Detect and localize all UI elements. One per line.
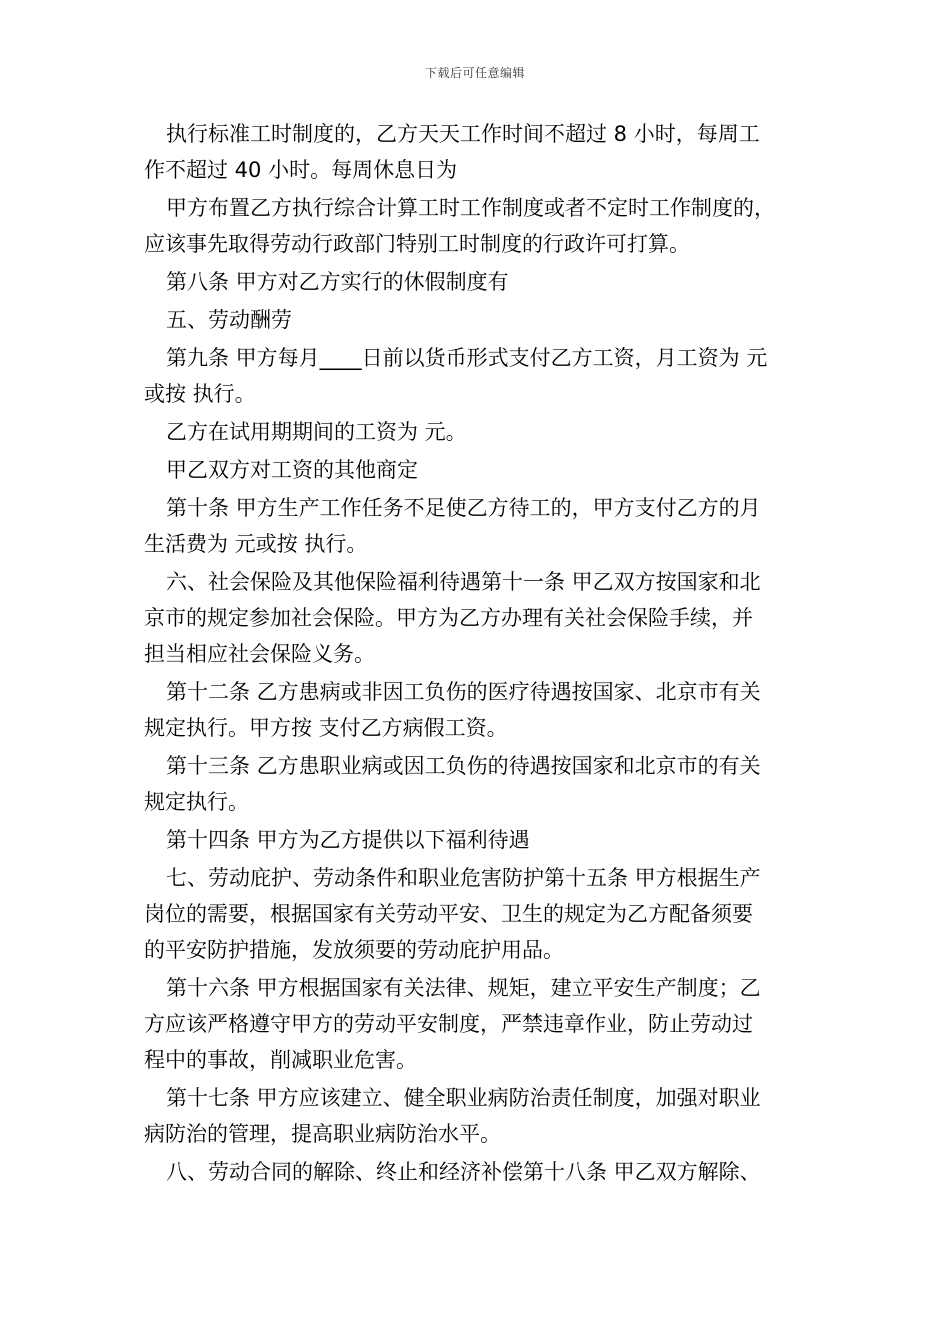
paragraph-line: 第十六条 甲方根据国家有关法律、规矩，建立平安生产制度；乙: [166, 976, 761, 1000]
paragraph: [144, 414, 809, 450]
paragraph-line: 或按 执行。: [144, 382, 256, 406]
paragraph-line: 七、劳动庇护、劳动条件和职业危害防护第十五条 甲方根据生产: [166, 866, 761, 890]
paragraph: [144, 264, 809, 300]
paragraph-line: 规定执行。: [144, 790, 249, 814]
paragraph-line: 第八条 甲方对乙方实行的休假制度有: [166, 270, 509, 294]
paragraph-line: 五、劳动酬劳: [166, 308, 292, 332]
paragraph: [144, 822, 809, 858]
paragraph: [144, 1080, 809, 1152]
paragraph: [144, 190, 809, 262]
paragraph: [144, 1154, 809, 1190]
paragraph-line: 甲方布置乙方执行综合计算工时工作制度或者不定时工作制度的，: [166, 196, 775, 220]
paragraph-line: 甲乙双方对工资的其他商定: [166, 458, 418, 482]
paragraph: [144, 860, 809, 968]
paragraph-line: 六、社会保险及其他保险福利待遇第十一条 甲乙双方按国家和北: [166, 570, 761, 594]
paragraph-line: 岗位的需要，根据国家有关劳动平安、卫生的规定为乙方配备须要: [144, 902, 753, 926]
paragraph-line: 规定执行。甲方按 支付乙方病假工资。: [144, 716, 508, 740]
paragraph: [144, 452, 809, 488]
page-header-note: 下载后可任意编辑: [424, 66, 525, 80]
paragraph: [144, 674, 809, 746]
paragraph: [144, 970, 809, 1078]
paragraph-line: 作不超过 40 小时。每周休息日为: [144, 158, 458, 182]
paragraph: [144, 302, 809, 338]
paragraph-line: 担当相应社会保险义务。: [144, 642, 375, 666]
paragraph-line: 的平安防护措施，发放须要的劳动庇护用品。: [144, 938, 564, 962]
paragraph-line: 方应该严格遵守甲方的劳动平安制度，严禁违章作业，防止劳动过: [144, 1012, 753, 1036]
document-body: [144, 116, 809, 1192]
paragraph-line: 乙方在试用期期间的工资为 元。: [166, 420, 467, 444]
paragraph-line: 第十条 甲方生产工作任务不足使乙方待工的，甲方支付乙方的月: [166, 496, 761, 520]
paragraph-line: 八、劳动合同的解除、终止和经济补偿第十八条 甲乙双方解除、: [166, 1160, 761, 1184]
paragraph-line: 第十七条 甲方应该建立、健全职业病防治责任制度，加强对职业: [166, 1086, 761, 1110]
paragraph: [144, 748, 809, 820]
paragraph: [144, 116, 809, 188]
paragraph-line: 第十三条 乙方患职业病或因工负伤的待遇按国家和北京市的有关: [166, 754, 761, 778]
paragraph-line: 执行标准工时制度的，乙方天天工作时间不超过 8 小时，每周工: [166, 122, 760, 146]
paragraph: [144, 564, 809, 672]
paragraph-line: 第十四条 甲方为乙方提供以下福利待遇: [166, 828, 530, 852]
paragraph-line: 京市的规定参加社会保险。甲方为乙方办理有关社会保险手续，并: [144, 606, 753, 630]
paragraph-line: 程中的事故，削减职业危害。: [144, 1048, 417, 1072]
paragraph-line: 应该事先取得劳动行政部门特别工时制度的行政许可打算。: [144, 232, 690, 256]
paragraph: [144, 340, 809, 412]
paragraph: [144, 490, 809, 562]
paragraph-line: 生活费为 元或按 执行。: [144, 532, 368, 556]
paragraph-line: 第十二条 乙方患病或非因工负伤的医疗待遇按国家、北京市有关: [166, 680, 761, 704]
paragraph-line: 病防治的管理，提高职业病防治水平。: [144, 1122, 501, 1146]
paragraph-line: 第九条 甲方每月____日前以货币形式支付乙方工资，月工资为 元: [166, 346, 768, 370]
